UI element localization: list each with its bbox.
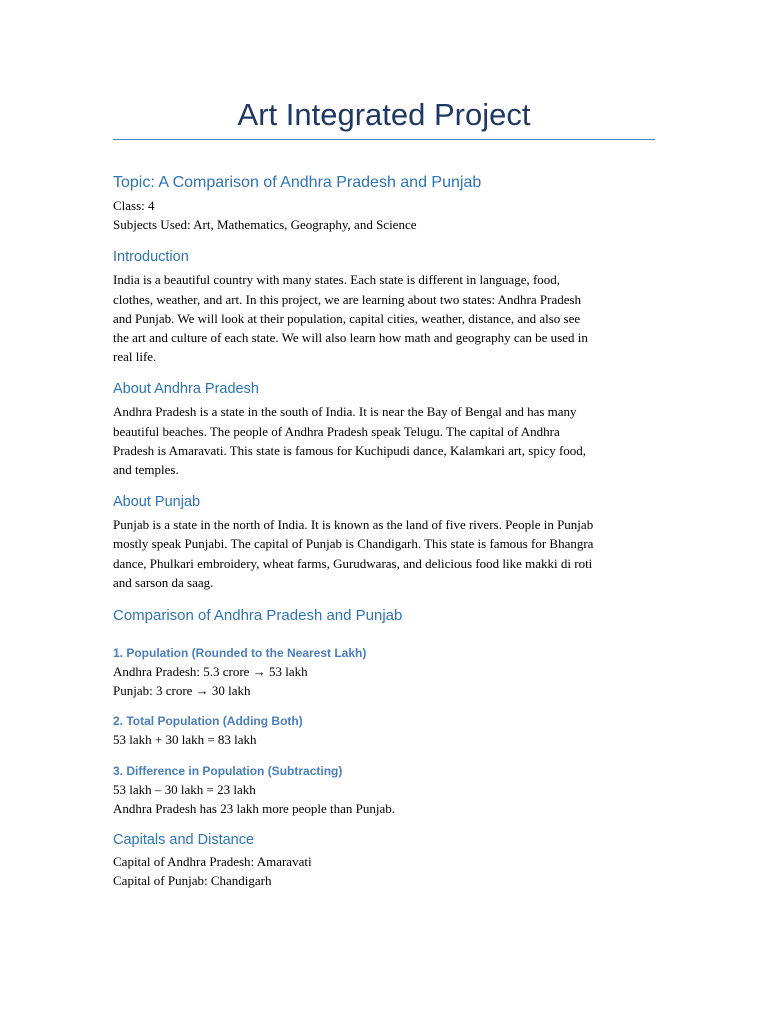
andhra-paragraph [113,402,655,479]
text-line: Pradesh is Amaravati. This state is famous for Kuchipudi dance, Kalamkari art, spicy food, [113,442,587,458]
text-line: dance, Phulkari embroidery, wheat farms, Gurudwaras, and delicious food like makki di roti [113,555,593,571]
text-line: beautiful beaches. The people of Andhra Pradesh speak Telugu. The capital of Andhra [113,423,560,439]
topic-heading: Topic: A Comparison of Andhra Pradesh and Punjab [113,174,482,191]
subjects-line: Subjects Used: Art, Mathematics, Geography, and Science [113,217,417,233]
population-lines [113,662,655,700]
text-line: and Punjab. We will look at their population, capital cities, weather, distance, and also see [113,310,581,326]
text-line: and sarson da saag. [113,574,214,590]
introduction-paragraph [113,270,655,366]
punjab-paragraph [113,515,655,592]
difference-lines [113,780,655,818]
text-line: and temples. [113,462,179,478]
total-subheading: 2. Total Population (Adding Both) [113,714,303,729]
population-subheading: 1. Population (Rounded to the Nearest Lakh) [113,646,367,661]
comparison-heading: Comparison of Andhra Pradesh and Punjab [113,607,403,625]
difference-subheading: 3. Difference in Population (Subtracting) [113,763,343,778]
text-line: clothes, weather, and art. In this project, we are learning about two states: Andhra Pradesh [113,291,582,307]
text-line: Punjab: 3 crore → 30 lakh [113,683,251,699]
introduction-heading: Introduction [113,249,189,266]
total-lines [113,730,655,749]
text-line: mostly speak Punjabi. The capital of Punjab is Chandigarh. This state is famous for Bhangra [113,536,594,552]
punjab-heading: About Punjab [113,494,201,511]
text-line: Andhra Pradesh is a state in the south of India. It is near the Bay of Bengal and has many [113,404,577,420]
document-title: Art Integrated Project [237,97,531,132]
document-page [113,0,655,890]
text-line: real life. [113,349,157,365]
text-line: Andhra Pradesh has 23 lakh more people than Punjab. [113,800,395,816]
text-line: 53 lakh + 30 lakh = 83 lakh [113,732,257,748]
class-line: Class: 4 [113,198,155,213]
text-line: Punjab is a state in the north of India. It is known as the land of five rivers. People in Punjab [113,517,594,533]
title-underline [113,139,655,140]
text-line: Capital of Andhra Pradesh: Amaravati [113,854,312,870]
capitals-lines [113,852,655,890]
text-line: Capital of Punjab: Chandigarh [113,873,272,889]
text-line: the art and culture of each state. We will also learn how math and geography can be used in [113,330,588,346]
text-line: India is a beautiful country with many states. Each state is different in language, food, [113,272,561,288]
text-line: 53 lakh – 30 lakh = 23 lakh [113,781,256,797]
capitals-heading: Capitals and Distance [113,832,255,849]
andhra-heading: About Andhra Pradesh [113,381,259,398]
text-line: Andhra Pradesh: 5.3 crore → 53 lakh [113,664,308,680]
